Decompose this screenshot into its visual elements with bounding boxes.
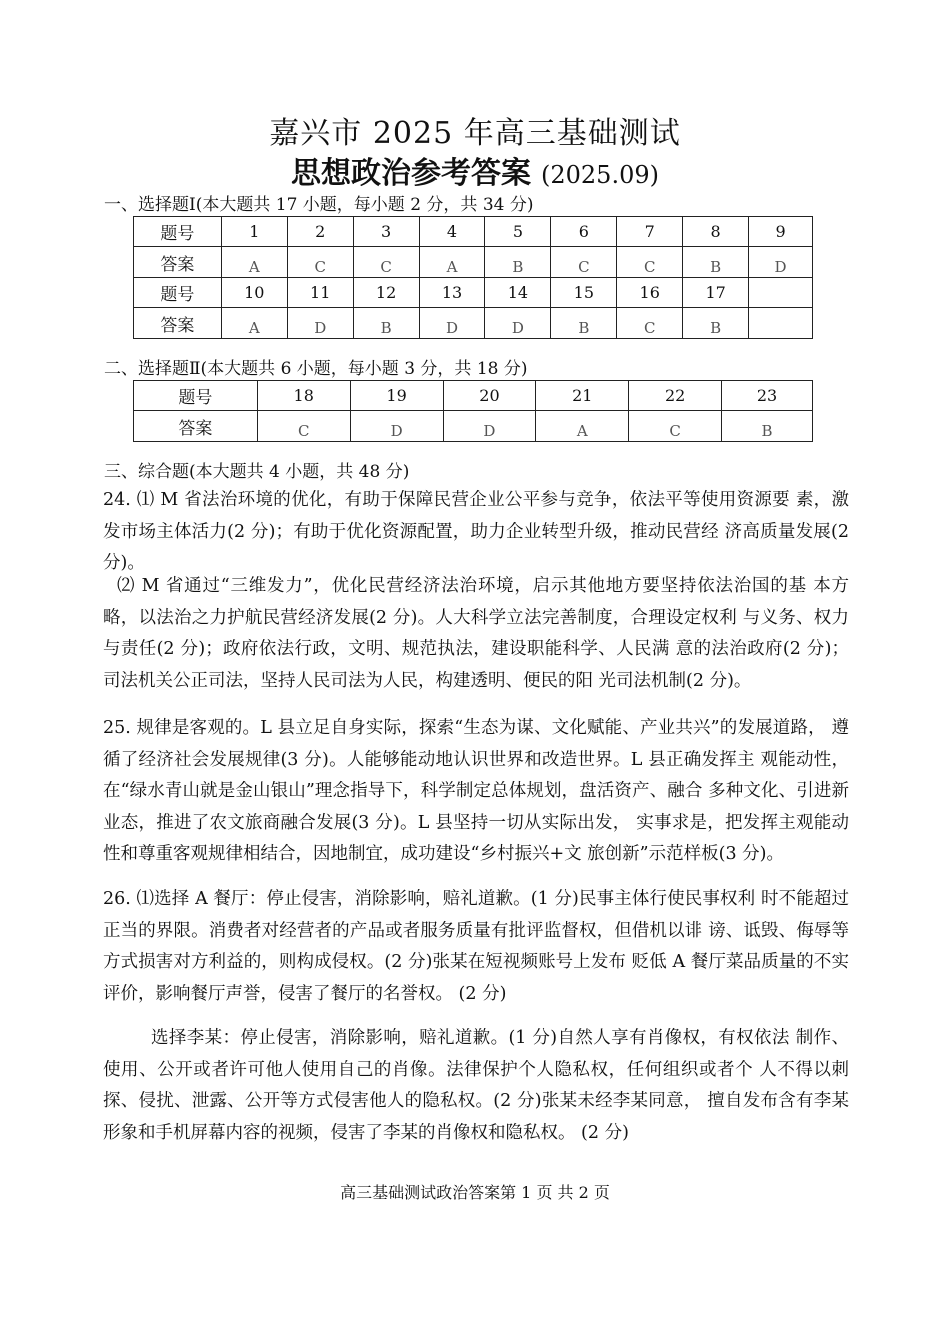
- question-number: 23: [722, 381, 813, 411]
- row-label: 答案: [134, 411, 258, 442]
- row-label: 题号: [134, 278, 222, 308]
- answer-cell: D: [287, 308, 353, 339]
- question-number: 20: [443, 381, 536, 411]
- answer-cell: D: [350, 411, 443, 442]
- answer-cell: D: [443, 411, 536, 442]
- answer-cell: C: [617, 247, 683, 278]
- question-number: 4: [419, 217, 485, 247]
- question-number: 19: [350, 381, 443, 411]
- answer-cell: C: [629, 411, 722, 442]
- table-row: [134, 381, 813, 411]
- question-number: 15: [551, 278, 617, 308]
- answer-cell: B: [683, 247, 749, 278]
- answer-24-part2: ⑵ M 省通过“三维发力”，优化民营经济法治环境，启示其他地方要坚持依法治国的基 本方略，以法治之力护航民营经济发展(2 分)。人大科学立法完善制度，合理设定权利 与义务、权力与责任(2 分)；政府依法行政，文明、规范执法，建设职能科学、人民满 意的法治政府(2 分)；司法机关公正司法，坚持人民司法为人民，构建透明、便民的阳 光司法机制(2 分)。: [103, 576, 849, 691]
- table-row: [134, 278, 813, 308]
- question-number: 14: [485, 278, 551, 308]
- section1-answer-table: [133, 216, 813, 339]
- answer-cell: B: [551, 308, 617, 339]
- question-number: 3: [353, 217, 419, 247]
- answer-cell: B: [722, 411, 813, 442]
- row-label: 答案: [134, 247, 222, 278]
- page-footer: 高三基础测试政治答案第 1 页 共 2 页: [340, 1183, 610, 1202]
- answer-cell: A: [221, 247, 287, 278]
- answer-cell: D: [485, 308, 551, 339]
- question-number: 6: [551, 217, 617, 247]
- question-number: 1: [221, 217, 287, 247]
- table-row: [134, 217, 813, 247]
- table-row: [134, 411, 813, 442]
- answer-24-part1: 24. ⑴ M 省法治环境的优化，有助于保障民营企业公平参与竞争，依法平等使用资源要 素，激发市场主体活力(2 分)；有助于优化资源配置，助力企业转型升级，推动民营经 济高质量发展(2 分)。: [103, 490, 849, 573]
- answer-cell: B: [485, 247, 551, 278]
- subtitle-date: (2025.09): [541, 161, 659, 189]
- question-number: 9: [749, 217, 813, 247]
- table-row: [134, 247, 813, 278]
- row-label: 题号: [134, 381, 258, 411]
- question-number: 7: [617, 217, 683, 247]
- answer-26-part1: 26. ⑴选择 A 餐厅：停止侵害，消除影响，赔礼道歉。(1 分)民事主体行使民事权利 时不能超过正当的界限。消费者对经营者的产品或者服务质量有批评监督权，但借机以诽 谤、诋毁、侮辱等方式损害对方利益的，则构成侵权。(2 分)张某在短视频账号上发布 贬低 A 餐厅菜品质量的不实评价，影响餐厅声誉，侵害了餐厅的名誉权。 (2 分): [103, 889, 849, 1004]
- answer-cell: C: [287, 247, 353, 278]
- table-row: [134, 308, 813, 339]
- answer-cell: A: [221, 308, 287, 339]
- question-number: 16: [617, 278, 683, 308]
- page-subtitle: [0, 148, 950, 192]
- section1-heading: 一、选择题Ⅰ(本大题共 17 小题，每小题 2 分，共 34 分): [104, 195, 534, 215]
- subtitle-text: 思想政治参考答案: [291, 156, 531, 191]
- row-label: 答案: [134, 308, 222, 339]
- answer-cell: D: [419, 308, 485, 339]
- question-number: 21: [536, 381, 629, 411]
- row-label: 题号: [134, 217, 222, 247]
- question-number: [749, 278, 813, 308]
- question-number: 8: [683, 217, 749, 247]
- page-title: 嘉兴市 2025 年高三基础测试: [269, 116, 681, 151]
- question-number: 17: [683, 278, 749, 308]
- answer-cell: C: [353, 247, 419, 278]
- answer-cell: B: [353, 308, 419, 339]
- section2-heading: 二、选择题Ⅱ(本大题共 6 小题，每小题 3 分，共 18 分): [104, 359, 528, 379]
- question-number: 11: [287, 278, 353, 308]
- question-number: 10: [221, 278, 287, 308]
- answer-cell: C: [257, 411, 350, 442]
- question-number: 5: [485, 217, 551, 247]
- answer-cell: B: [683, 308, 749, 339]
- question-number: 2: [287, 217, 353, 247]
- answer-cell: [749, 308, 813, 339]
- answer-26-part2: 选择李某：停止侵害，消除影响，赔礼道歉。(1 分)自然人享有肖像权，有权依法 制作、使用、公开或者许可他人使用自己的肖像。法律保护个人隐私权，任何组织或者个 人不得以刺探、侵扰、泄露、公开等方式侵害他人的隐私权。(2 分)张某未经李某同意， 擅自发布含有李某形象和手机屏幕内容的视频，侵害了李某的肖像权和隐私权。 (2 分): [103, 1028, 849, 1143]
- answer-cell: A: [536, 411, 629, 442]
- question-number: 13: [419, 278, 485, 308]
- answer-cell: C: [551, 247, 617, 278]
- question-number: 12: [353, 278, 419, 308]
- question-number: 22: [629, 381, 722, 411]
- question-number: 18: [257, 381, 350, 411]
- answer-cell: C: [617, 308, 683, 339]
- section2-answer-table: [133, 380, 813, 442]
- section3-heading: 三、综合题(本大题共 4 小题，共 48 分): [104, 462, 410, 482]
- answer-cell: D: [749, 247, 813, 278]
- answer-25: 25. 规律是客观的。L 县立足自身实际，探索“生态为谋、文化赋能、产业共兴”的发展道路， 遵循了经济社会发展规律(3 分)。人能够能动地认识世界和改造世界。L 县正确发挥主 观能动性，在“绿水青山就是金山银山”理念指导下，科学制定总体规划，盘活资产、融合 多种文化、引进新业态，推进了农文旅商融合发展(3 分)。L 县坚持一切从实际出发， 实事求是，把发挥主观能动性和尊重客观规律相结合，因地制宜，成功建设“乡村振兴+文 旅创新”示范样板(3 分)。: [103, 718, 849, 864]
- answer-cell: A: [419, 247, 485, 278]
